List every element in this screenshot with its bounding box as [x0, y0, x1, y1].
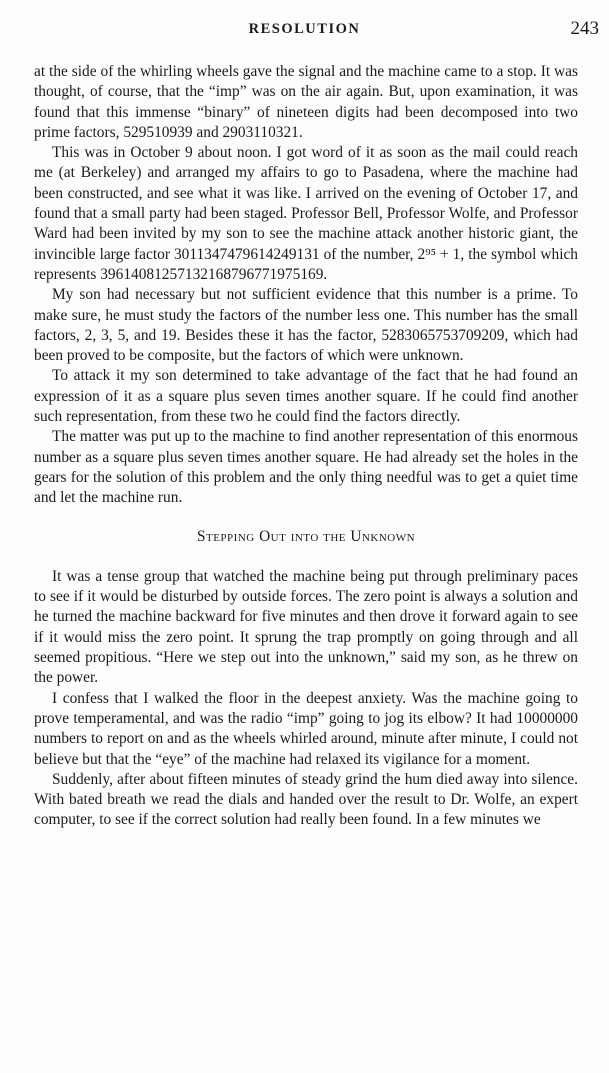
paragraph: Suddenly, after about fifteen minutes of steady grind the hum died away into silence. With bated breath we read the dials and handed over the result to Dr. Wolfe, an expert computer, to see if the correct solution had really been found. In a few minutes we [34, 770, 578, 829]
paragraph: To attack it my son determined to take advantage of the fact that he had found an expression of it as a square plus seven times another square. If he could find another such representation, from these two he could find the factors directly. [34, 367, 578, 426]
body-text [34, 62, 578, 831]
paragraph: My son had necessary but not sufficient evidence that this number is a prime. To make sure, he must study the factors of the number less one. This number has the small factors, 2, 3, 5, and 19. Besides these it has the factor, 5283065753709209, which had been proved to be composite, but the factors of which were unknown. [34, 286, 578, 365]
paragraph: I confess that I walked the floor in the deepest anxiety. Was the machine going to prove temperamental, and was the radio “imp” going to jog its elbow? It had 10000000 numbers to report on and as the wheels whirled around, minute after minute, I could not believe but that the “eye” of the machine had relaxed its vigilance for a moment. [34, 689, 578, 768]
paragraph: It was a tense group that watched the machine being put through preliminary paces to see if it would be disturbed by outside forces. The zero point is always a solution and he turned the machine backward for five minutes and then drove it forward again to see if it would miss the zero point. It sprung the trap promptly on going through and all seemed propitious. “Here we step out into the unknown,” said my son, as he threw on the power. [34, 567, 578, 687]
paragraph: This was in October 9 about noon. I got word of it as soon as the mail could reach me (at Berkeley) and arranged my affairs to go to Pasadena, where the machine had been constructed, and see what it was like. I arrived on the evening of October 17, and found that a small party had been staged. Professor Bell, Professor Wolfe, and Professor Ward had been invited by my son to see the machine attack another historic giant, the invincible large factor 3011347479614249131 of the number, 2⁹⁵ + 1, the symbol which represents 39614081257132168796771975169. [34, 144, 578, 283]
section-heading: Stepping Out into the Unknown [196, 527, 416, 545]
page-number: 243 [570, 18, 599, 39]
running-title: RESOLUTION [248, 21, 361, 37]
running-head [0, 18, 609, 48]
paragraph: The matter was put up to the machine to find another representation of this enormous number as a square plus seven times another square. He had already set the holes in the gears for the solution of this problem and the only thing needful was to get a quiet time and let the machine run. [34, 428, 578, 507]
paragraph: at the side of the whirling wheels gave the signal and the machine came to a stop. It was thought, of course, that the “imp” was on the air again. But, upon examination, it was found that this immense “binary” of nineteen digits had been decomposed into two prime factors, 529510939 and 2903110321. [34, 63, 578, 141]
